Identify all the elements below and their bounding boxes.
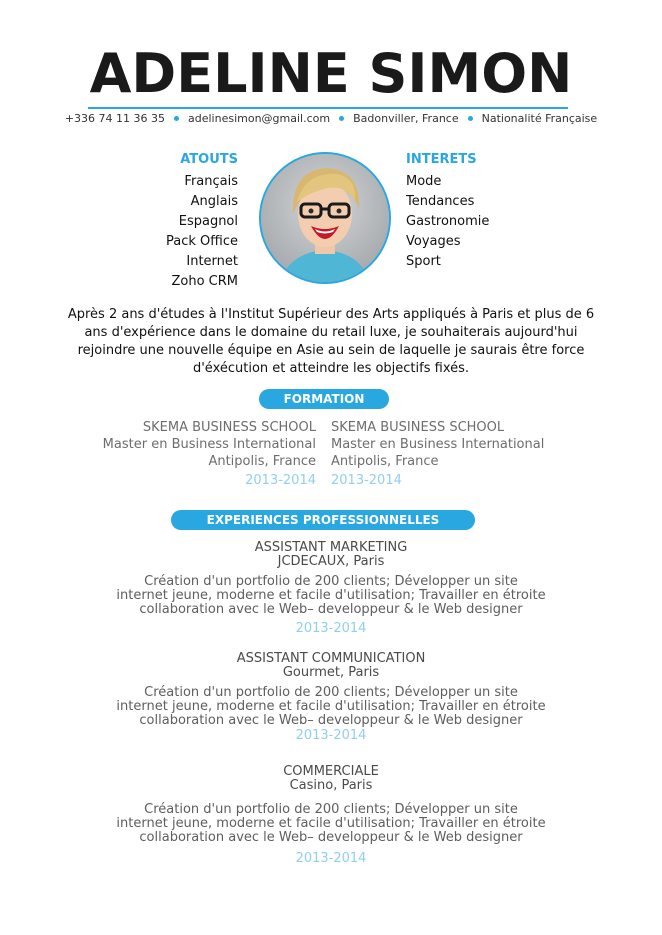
job-years: 2013-2014 xyxy=(295,728,367,743)
atout-item: Anglais xyxy=(190,194,238,209)
nationality: Nationalité Française xyxy=(481,112,598,125)
bullet-dot-icon xyxy=(468,116,473,121)
interet-item: Sport xyxy=(406,254,441,269)
formation-heading: FORMATION xyxy=(259,389,389,409)
job-description-line: internet jeune, moderne et facile d'utilisation; Travailler en étroite xyxy=(116,816,546,831)
school-location: Antipolis, France xyxy=(208,454,316,469)
portrait-illustration xyxy=(261,154,389,282)
school-name: SKEMA BUSINESS SCHOOL xyxy=(142,420,316,435)
phone-number: +336 74 11 36 35 xyxy=(64,112,165,125)
degree: Master en Business International xyxy=(331,437,545,452)
atouts-list xyxy=(166,172,238,292)
interets-title: INTERETS xyxy=(406,152,477,167)
atout-item: Internet xyxy=(186,254,238,269)
contact-line xyxy=(0,112,662,126)
job-years: 2013-2014 xyxy=(295,621,367,636)
atout-item: Zoho CRM xyxy=(171,274,238,289)
formation-entry xyxy=(331,419,544,489)
job-description-line: Création d'un portfolio de 200 clients; Développer un site xyxy=(144,685,518,700)
job-years: 2013-2014 xyxy=(295,851,367,866)
formation-years: 2013-2014 xyxy=(331,473,402,488)
job-description-line: collaboration avec le Web– developpeur & le Web designer xyxy=(139,830,523,845)
atouts-title: ATOUTS xyxy=(180,152,238,167)
header-divider xyxy=(88,107,568,109)
degree: Master en Business International xyxy=(102,437,316,452)
interet-item: Tendances xyxy=(406,194,475,209)
job-company: Gourmet, Paris xyxy=(282,665,380,680)
job-description-line: Création d'un portfolio de 200 clients; Développer un site xyxy=(144,802,518,817)
interets-list xyxy=(406,172,489,272)
email-address: adelinesimon@gmail.com xyxy=(188,112,331,125)
profile-photo xyxy=(259,152,391,284)
atout-item: Espagnol xyxy=(178,214,238,229)
job-role: ASSISTANT MARKETING xyxy=(254,540,408,555)
formation-entry xyxy=(103,419,316,489)
formation-years: 2013-2014 xyxy=(245,473,316,488)
job-description-line: Création d'un portfolio de 200 clients; Développer un site xyxy=(144,574,518,589)
experience-entry xyxy=(0,765,662,867)
school-name: SKEMA BUSINESS SCHOOL xyxy=(331,420,505,435)
job-company: JCDECAUX, Paris xyxy=(277,554,385,569)
job-company: Casino, Paris xyxy=(289,778,373,793)
interet-item: Mode xyxy=(406,174,442,189)
experience-entry xyxy=(0,541,662,637)
atout-item: Français xyxy=(184,174,238,189)
experience-entry xyxy=(0,652,662,744)
interet-item: Gastronomie xyxy=(406,214,490,229)
job-description-line: collaboration avec le Web– developpeur & le Web designer xyxy=(139,713,523,728)
location: Badonviller, France xyxy=(353,112,459,125)
job-role: COMMERCIALE xyxy=(283,764,379,779)
experiences-heading: EXPERIENCES PROFESSIONNELLES xyxy=(171,510,475,530)
bullet-dot-icon xyxy=(339,116,344,121)
job-description-line: internet jeune, moderne et facile d'utilisation; Travailler en étroite xyxy=(116,699,546,714)
candidate-name: ADELINE SIMON xyxy=(89,42,573,105)
job-description-line: collaboration avec le Web– developpeur & le Web designer xyxy=(139,602,523,617)
bullet-dot-icon xyxy=(174,116,179,121)
job-description-line: internet jeune, moderne et facile d'utilisation; Travailler en étroite xyxy=(116,588,546,603)
atout-item: Pack Office xyxy=(166,234,238,249)
job-role: ASSISTANT COMMUNICATION xyxy=(236,651,426,666)
profile-summary: Après 2 ans d'études à l'Institut Supérieur des Arts appliqués à Paris et plus de 6 ans d'expérience dans le domaine du retail luxe, je souhaiterais aujourd'hui rejoindre une nouvelle équipe en Asie au sein de laquelle je saurais être force d'éxécution et atteindre les objectifs fixés. xyxy=(67,307,595,376)
interet-item: Voyages xyxy=(406,234,461,249)
school-location: Antipolis, France xyxy=(331,454,439,469)
